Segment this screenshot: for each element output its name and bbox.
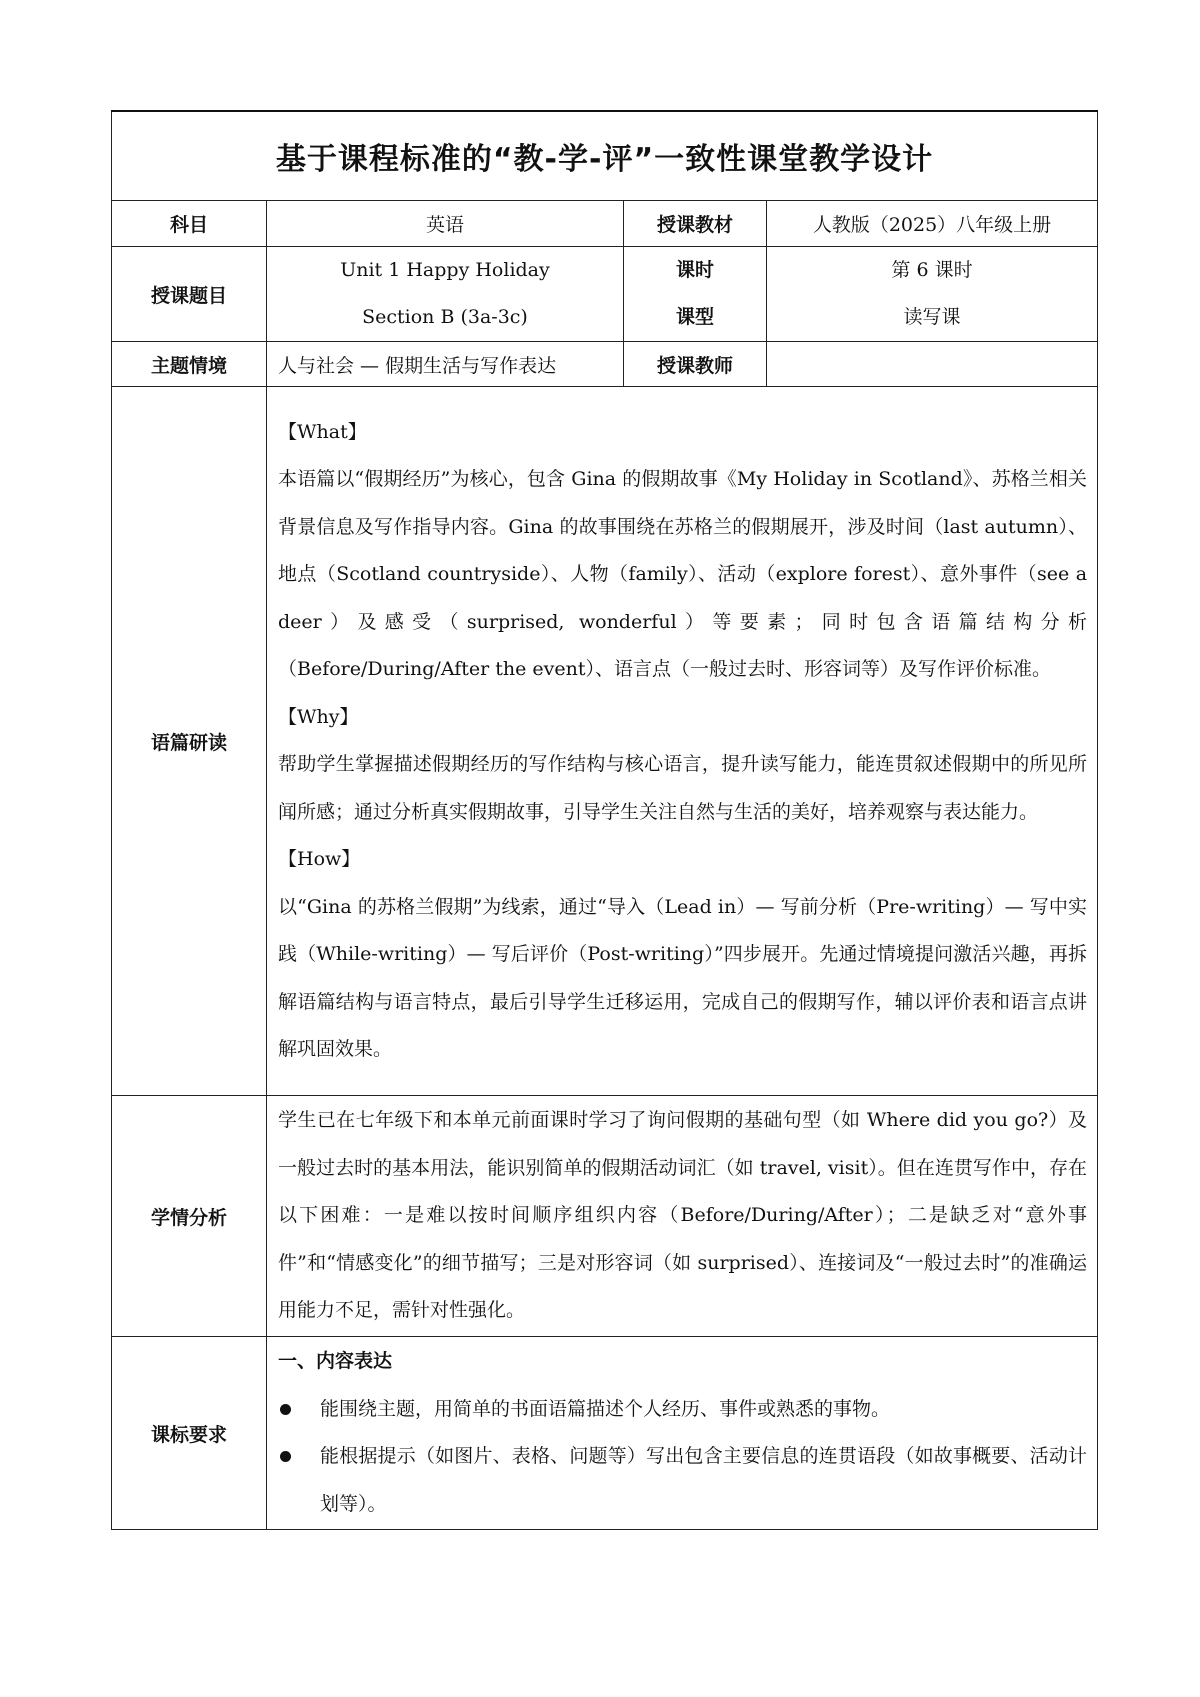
period-value: 第 6 课时 [891, 259, 973, 281]
standards-label: 课标要求 [112, 1337, 267, 1530]
learner-analysis-text: 学生已在七年级下和本单元前面课时学习了询问假期的基础句型（如 Where did you go?）及一般过去时的基本用法，能识别简单的假期活动词汇（如 travel, visit）。但在连贯写作中，存在以下困难：一是难以按时间顺序组织内容（Before/During/After）；二是缺乏对“意外事件”和“情感变化”的细节描写；三是对形容词（如 surprised）、连接词及“一般过去时”的准确运用能力不足，需针对性强化。 [267, 1096, 1098, 1337]
text-study-content [267, 387, 1098, 1096]
what-heading: 【What】 [278, 420, 367, 443]
textbook-label: 授课教材 [624, 201, 767, 247]
teacher-label: 授课教师 [624, 342, 767, 387]
theme-value: 人与社会 — 假期生活与写作表达 [267, 342, 624, 387]
type-label: 课型 [675, 306, 714, 328]
theme-label: 主题情境 [112, 342, 267, 387]
subject-label: 科目 [112, 201, 267, 247]
standards-bullet-text: 能围绕主题，用简单的书面语篇描述个人经历、事件或熟悉的事物。 [320, 1397, 891, 1420]
bullet-icon [278, 1433, 320, 1481]
why-paragraph: 帮助学生掌握描述假期经历的写作结构与核心语言，提升读写能力，能连贯叙述假期中的所见所闻所感；通过分析真实假期故事，引导学生关注自然与生活的美好，培养观察与表达能力。 [278, 753, 1088, 823]
teacher-value [767, 342, 1098, 387]
standards-section-title: 一、内容表达 [278, 1350, 393, 1372]
topic-value [267, 247, 624, 342]
type-value: 读写课 [903, 306, 961, 328]
learner-analysis-label: 学情分析 [112, 1096, 267, 1337]
topic-line-2: Section B (3a-3c) [362, 306, 528, 328]
lesson-plan-table [111, 110, 1098, 1530]
standards-bullet [278, 1386, 1087, 1434]
what-paragraph: 本语篇以“假期经历”为核心，包含 Gina 的假期故事《My Holiday in Scotland》、苏格兰相关背景信息及写作指导内容。Gina 的故事围绕在苏格兰的假期展开，涉及时间（last autumn）、地点（Scotland countryside）、人物（family）、活动（explore forest）、意外事件（see a deer）及感受（surprised, wonderful）等要素；同时包含语篇结构分析（Before/During/After the event）、语言点（一般过去时、形容词等）及写作评价标准。 [278, 468, 1088, 680]
subject-value: 英语 [267, 201, 624, 247]
standards-bullet [278, 1433, 1087, 1528]
period-label: 课时 [675, 259, 714, 281]
topic-label: 授课题目 [112, 247, 267, 342]
period-type-values [767, 247, 1098, 342]
how-heading: 【How】 [278, 848, 361, 870]
bullet-icon [278, 1386, 320, 1434]
lesson-plan-document [111, 110, 1097, 1530]
topic-line-1: Unit 1 Happy Holiday [340, 259, 550, 281]
standards-content [267, 1337, 1098, 1530]
text-study-label: 语篇研读 [112, 387, 267, 1096]
period-type-labels [624, 247, 767, 342]
page-title: 基于课程标准的“教-学-评”一致性课堂教学设计 [112, 111, 1098, 201]
how-paragraph: 以“Gina 的苏格兰假期”为线索，通过“导入（Lead in）— 写前分析（Pre-writing）— 写中实践（While-writing）— 写后评价（Post-writing）”四步展开。先通过情境提问激活兴趣，再拆解语篇结构与语言特点，最后引导学生迁移运用，完成自己的假期写作，辅以评价表和语言点讲解巩固效果。 [278, 895, 1088, 1060]
textbook-value: 人教版（2025）八年级上册 [767, 201, 1098, 247]
standards-bullet-text: 能根据提示（如图片、表格、问题等）写出包含主要信息的连贯语段（如故事概要、活动计划等）。 [320, 1445, 1088, 1515]
why-heading: 【Why】 [278, 705, 359, 728]
